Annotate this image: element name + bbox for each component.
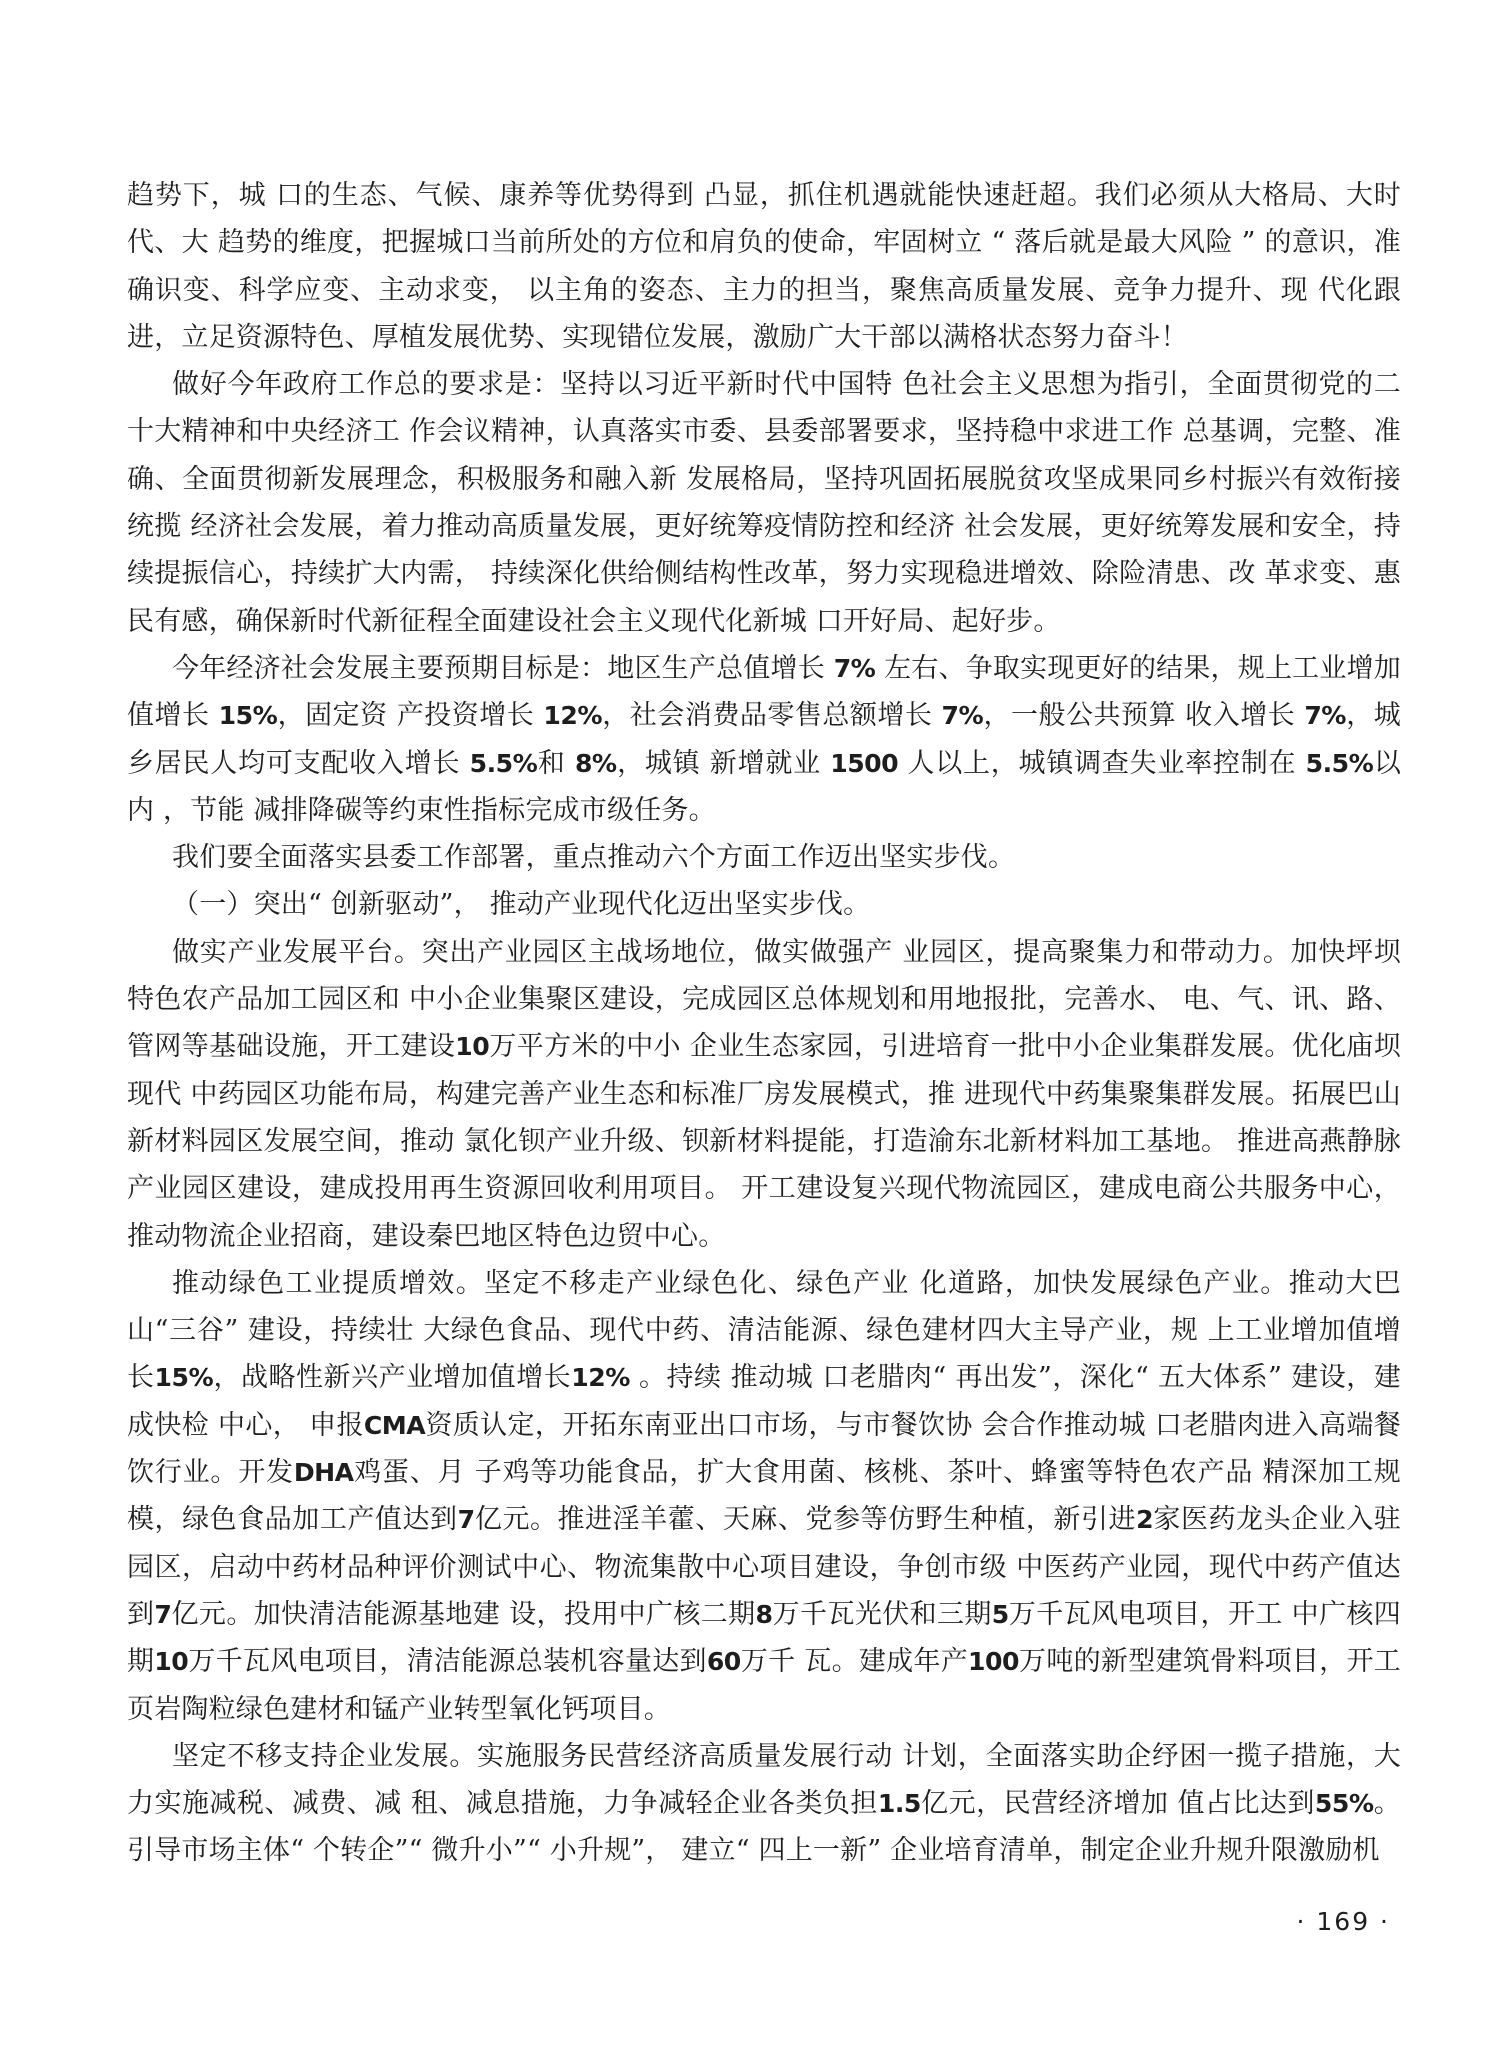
paragraph-continuation-trend: 趋势下，城 口的生态、气候、康养等优势得到 凸显，抓住机遇就能快速赶超。我们必须从大格局、大时代、大 趋势的维度，把握城口当前所处的方位和肩负的使命，牢固树立 “ 落后就是最大风险 ” 的意识，准确识变、科学应变、主动求变， 以主角的姿态、主力的担当，聚焦高质量发展、竞争力提升、现 代化跟进，立足资源特色、厚植发展优势、实现错位发展，激励广大干部以满格状态努力奋斗！ bbox=[127, 180, 1401, 353]
numeric-run: 100 bbox=[968, 1647, 1019, 1677]
numeric-run: 5 bbox=[991, 1599, 1009, 1629]
numeric-run: 7 bbox=[154, 1599, 172, 1629]
paragraph-overall-requirements: 做好今年政府工作总的要求是：坚持以习近平新时代中国特 色社会主义思想为指引，全面贯彻党的二十大精神和中央经济工 作会议精神，认真落实市委、县委部署要求，坚持稳中求进工作 总基调，完整、准确、全面贯彻新发展理念，积极服务和融入新 发展格局，坚持巩固拓展脱贫攻坚成果同乡村振兴有效衔接统揽 经济社会发展，着力推动高质量发展，更好统筹疫情防控和经济 社会发展，更好统筹发展和安全，持续提振信心，持续扩大内需， 持续深化供给侧结构性改革，努力实现稳进增效、除险清患、改 革求变、惠民有感，确保新时代新征程全面建设社会主义现代化新城 口开好局、起好步。 bbox=[127, 369, 1401, 637]
numeric-run: 12% bbox=[571, 1363, 630, 1393]
numeric-run: 5.5% bbox=[1305, 748, 1374, 778]
numeric-run: 10 bbox=[455, 1032, 490, 1062]
numeric-run: 60 bbox=[706, 1647, 741, 1677]
numeric-run: 15% bbox=[154, 1363, 214, 1393]
paragraph-support-enterprises: 坚定不移支持企业发展。实施服务民营经济高质量发展行动 计划，全面落实助企纾困一揽子措施，大力实施减税、减费、减 租、减息措施，力争减轻企业各类负担1.5亿元，民营经济增加 值占比达到55%。引导市场主体“ 个转企”“ 微升小”“ 小升规”， 建立“ 四上一新” 企业培育清单，制定企业升规升限激励机 bbox=[127, 1740, 1401, 1867]
numeric-run: 7 bbox=[457, 1505, 475, 1535]
numeric-run: CMA bbox=[363, 1410, 426, 1440]
numeric-run: 8% bbox=[574, 748, 617, 778]
paragraph-main-targets: 今年经济社会发展主要预期目标是：地区生产总值增长 7% 左右、争取实现更好的结果，规上工业增加值增长 15%，固定资 产投资增长 12%，社会消费品零售总额增长 7%，一般公共预算 收入增长 7%，城乡居民人均可支配收入增长 5.5%和 8%，城镇 新增就业 1500 人以上，城镇调查失业率控制在 5.5%以内 ，节能 减排降碳等约束性指标完成市级任务。 bbox=[127, 652, 1402, 826]
paragraph-green-industry: 推动绿色工业提质增效。坚定不移走产业绿色化、绿色产业 化道路，加快发展绿色产业。推动大巴山“三谷” 建设，持续壮 大绿色食品、现代中药、清洁能源、绿色建材四大主导产业，规 上工业增加值增长15%，战略性新兴产业增加值增长12% 。持续 推动城 口老腊肉“ 再出发”，深化“ 五大体系” 建设，建成快检 中心， 申报CMA资质认定，开拓东南亚出口市场，与市餐饮协 会合作推动城 口老腊肉进入高端餐饮行业。开发DHA鸡蛋、月 子鸡等功能食品，扩大食用菌、核桃、茶叶、蜂蜜等特色农产品 精深加工规模，绿色食品加工产值达到7亿元。推进淫羊藿、天麻、党参等仿野生种植，新引进2家医药龙头企业入驻园区，启动中药材品种评价测试中心、物流集散中心项目建设，争创市级 中医药产业园，现代中药产值达到7亿元。加快清洁能源基地建 设，投用中广核二期8万千瓦光伏和三期5万千瓦风电项目，开工 中广核四期10万千瓦风电项目，清洁能源总装机容量达到60万千 瓦。建成年产100万吨的新型建筑骨料项目，开工页岩陶粒绿色建材和锰产业转型氧化钙项目。 bbox=[127, 1267, 1402, 1725]
numeric-run: 5.5% bbox=[469, 748, 538, 778]
numeric-run: 7% bbox=[941, 701, 984, 731]
page-number: · 169 · bbox=[1296, 1907, 1390, 1936]
numeric-run: 7% bbox=[833, 653, 876, 683]
numeric-run: 1500 bbox=[830, 748, 899, 778]
paragraph-six-areas: 我们要全面落实县委工作部署，重点推动六个方面工作迈出坚实步伐。 bbox=[172, 842, 1016, 874]
page-body bbox=[127, 172, 1401, 1875]
numeric-run: 15% bbox=[218, 701, 278, 731]
paragraph-section-heading-one: （一）突出“ 创新驱动”， 推动产业现代化迈出坚实步伐。 bbox=[172, 889, 871, 921]
numeric-run: 1.5 bbox=[877, 1789, 921, 1819]
numeric-run: 8 bbox=[755, 1599, 773, 1629]
numeric-run: 2 bbox=[1136, 1505, 1154, 1535]
numeric-run: 10 bbox=[154, 1647, 189, 1677]
numeric-run: 7% bbox=[1304, 701, 1346, 731]
numeric-run: 12% bbox=[543, 701, 602, 731]
page-footer bbox=[1240, 1907, 1390, 1936]
numeric-run: DHA bbox=[293, 1458, 354, 1488]
numeric-run: 55% bbox=[1314, 1789, 1374, 1819]
paragraph-industry-platform: 做实产业发展平台。突出产业园区主战场地位，做实做强产 业园区，提高聚集力和带动力。加快坪坝特色农产品加工园区和 中小企业集聚区建设，完成园区总体规划和用地报批，完善水、 电、气、讯、路、管网等基础设施，开工建设10万平方米的中小 企业生态家园，引进培育一批中小企业集群发展。优化庙坝现代 中药园区功能布局，构建完善产业生态和标准厂房发展模式，推 进现代中药集聚集群发展。拓展巴山新材料园区发展空间，推动 氯化钡产业升级、钡新材料提能，打造渝东北新材料加工基地。 推进高燕静脉产业园区建设，建成投用再生资源回收利用项目。 开工建设复兴现代物流园区，建成电商公共服务中心，推动物流企业招商，建设秦巴地区特色边贸中心。 bbox=[127, 936, 1401, 1252]
